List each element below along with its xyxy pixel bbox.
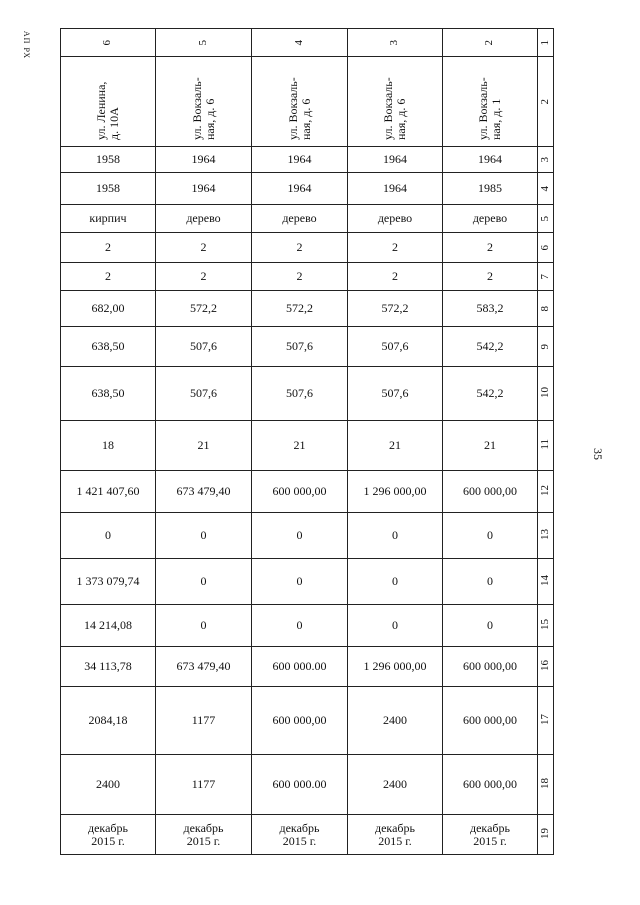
value-cell: 0 — [252, 513, 348, 559]
value-cell: 600 000,00 — [252, 471, 348, 513]
page-number: 35 — [591, 448, 605, 460]
value-cell: 0 — [156, 513, 252, 559]
row-num-cell: 9 — [538, 327, 554, 367]
value-cell: 1964 — [156, 173, 252, 205]
value-cell: 638,50 — [61, 367, 156, 421]
value-cell: 507,6 — [252, 327, 348, 367]
value-cell: 0 — [443, 559, 538, 605]
table-row — [61, 605, 554, 647]
value-cell: 542,2 — [443, 367, 538, 421]
value-cell: 1 373 079,74 — [61, 559, 156, 605]
value-cell: 2 — [156, 233, 252, 263]
value-cell: 572,2 — [252, 291, 348, 327]
value-cell: 2 — [443, 233, 538, 263]
value-cell: 0 — [61, 513, 156, 559]
value-cell: 583,2 — [443, 291, 538, 327]
row-num-cell: 14 — [538, 559, 554, 605]
value-cell: 0 — [156, 559, 252, 605]
table-row — [61, 815, 554, 855]
value-cell: 0 — [156, 605, 252, 647]
value-cell: 1985 — [443, 173, 538, 205]
value-cell: 638,50 — [61, 327, 156, 367]
value-cell: 1964 — [156, 147, 252, 173]
value-cell: 507,6 — [156, 327, 252, 367]
table-row — [61, 559, 554, 605]
value-cell: 2 — [348, 263, 443, 291]
value-cell: 507,6 — [348, 327, 443, 367]
value-cell: 2400 — [61, 755, 156, 815]
value-cell: 600 000,00 — [443, 471, 538, 513]
value-cell: 1958 — [61, 147, 156, 173]
value-cell: 14 214,08 — [61, 605, 156, 647]
row-num-cell: 4 — [538, 173, 554, 205]
value-cell: 2084,18 — [61, 687, 156, 755]
value-cell: 1958 — [61, 173, 156, 205]
value-cell: 572,2 — [156, 291, 252, 327]
col-num-cell: 5 — [156, 29, 252, 57]
value-cell: 1964 — [443, 147, 538, 173]
value-cell: 673 479,40 — [156, 471, 252, 513]
value-cell: 0 — [443, 605, 538, 647]
value-cell: 1964 — [348, 173, 443, 205]
row-num-cell: 16 — [538, 647, 554, 687]
value-cell: 1177 — [156, 755, 252, 815]
row-num-cell: 15 — [538, 605, 554, 647]
value-cell: 0 — [443, 513, 538, 559]
value-cell: 600 000,00 — [252, 687, 348, 755]
value-cell: 0 — [252, 605, 348, 647]
table-row — [61, 687, 554, 755]
address-cell: ул. Вокзаль- ная, д. 6 — [348, 57, 443, 147]
table-row — [61, 291, 554, 327]
value-cell: 507,6 — [252, 367, 348, 421]
value-cell: 542,2 — [443, 327, 538, 367]
value-cell: 18 — [61, 421, 156, 471]
table-row — [61, 173, 554, 205]
archive-mark: АП РХ — [22, 30, 31, 60]
value-cell: декабрь 2015 г. — [348, 815, 443, 855]
row-num-cell: 7 — [538, 263, 554, 291]
value-cell: 1964 — [252, 147, 348, 173]
value-cell: 21 — [443, 421, 538, 471]
address-cell: ул. Вокзаль- ная, д. 1 — [443, 57, 538, 147]
value-cell: 1964 — [252, 173, 348, 205]
value-cell: 0 — [348, 513, 443, 559]
row-num-cell: 19 — [538, 815, 554, 855]
value-cell: декабрь 2015 г. — [443, 815, 538, 855]
value-cell: 21 — [156, 421, 252, 471]
row-num-cell: 10 — [538, 367, 554, 421]
col-num-cell: 6 — [61, 29, 156, 57]
col-num-cell: 3 — [348, 29, 443, 57]
value-cell: 2 — [61, 233, 156, 263]
value-cell: 0 — [252, 559, 348, 605]
table-row — [61, 513, 554, 559]
value-cell: 2 — [156, 263, 252, 291]
col-num-cell: 4 — [252, 29, 348, 57]
row-num-cell: 3 — [538, 147, 554, 173]
row-num-cell: 18 — [538, 755, 554, 815]
value-cell: декабрь 2015 г. — [156, 815, 252, 855]
row-num-cell: 5 — [538, 205, 554, 233]
address-cell: ул. Вокзаль- ная, д. 6 — [156, 57, 252, 147]
value-cell: дерево — [348, 205, 443, 233]
value-cell: 600 000.00 — [252, 755, 348, 815]
value-cell: 1177 — [156, 687, 252, 755]
value-cell: 2 — [348, 233, 443, 263]
value-cell: 2 — [443, 263, 538, 291]
value-cell: дерево — [443, 205, 538, 233]
col-num-cell: 2 — [443, 29, 538, 57]
value-cell: 0 — [348, 605, 443, 647]
value-cell: 1 421 407,60 — [61, 471, 156, 513]
address-row — [61, 57, 554, 147]
column-number-row — [61, 29, 554, 57]
value-cell: кирпич — [61, 205, 156, 233]
value-cell: декабрь 2015 г. — [61, 815, 156, 855]
value-cell: 21 — [252, 421, 348, 471]
value-cell: декабрь 2015 г. — [252, 815, 348, 855]
value-cell: 2 — [61, 263, 156, 291]
row-num-cell: 17 — [538, 687, 554, 755]
table-row — [61, 233, 554, 263]
address-cell: ул. Ленина, д. 10А — [61, 57, 156, 147]
value-cell: 21 — [348, 421, 443, 471]
table-row — [61, 263, 554, 291]
row-num-cell: 1 — [538, 29, 554, 57]
value-cell: 1 296 000,00 — [348, 471, 443, 513]
value-cell: 507,6 — [156, 367, 252, 421]
table-row — [61, 755, 554, 815]
value-cell: 34 113,78 — [61, 647, 156, 687]
address-cell: ул. Вокзаль- ная, д. 6 — [252, 57, 348, 147]
value-cell: 600 000,00 — [443, 755, 538, 815]
row-num-cell: 2 — [538, 57, 554, 147]
value-cell: 682,00 — [61, 291, 156, 327]
row-num-cell: 11 — [538, 421, 554, 471]
table-row — [61, 421, 554, 471]
row-num-cell: 6 — [538, 233, 554, 263]
value-cell: 507,6 — [348, 367, 443, 421]
row-num-cell: 13 — [538, 513, 554, 559]
value-cell: дерево — [156, 205, 252, 233]
value-cell: 572,2 — [348, 291, 443, 327]
table-row — [61, 327, 554, 367]
value-cell: 0 — [348, 559, 443, 605]
value-cell: 2 — [252, 263, 348, 291]
row-num-cell: 8 — [538, 291, 554, 327]
table-row — [61, 367, 554, 421]
value-cell: 2400 — [348, 755, 443, 815]
value-cell: 2 — [252, 233, 348, 263]
table-row — [61, 471, 554, 513]
value-cell: 1964 — [348, 147, 443, 173]
table-row — [61, 647, 554, 687]
value-cell: 600 000.00 — [252, 647, 348, 687]
value-cell: 673 479,40 — [156, 647, 252, 687]
value-cell: 600 000,00 — [443, 687, 538, 755]
value-cell: 1 296 000,00 — [348, 647, 443, 687]
table-row — [61, 147, 554, 173]
value-cell: 2400 — [348, 687, 443, 755]
housing-register-table — [60, 28, 554, 855]
value-cell: дерево — [252, 205, 348, 233]
value-cell: 600 000,00 — [443, 647, 538, 687]
row-num-cell: 12 — [538, 471, 554, 513]
table-row — [61, 205, 554, 233]
